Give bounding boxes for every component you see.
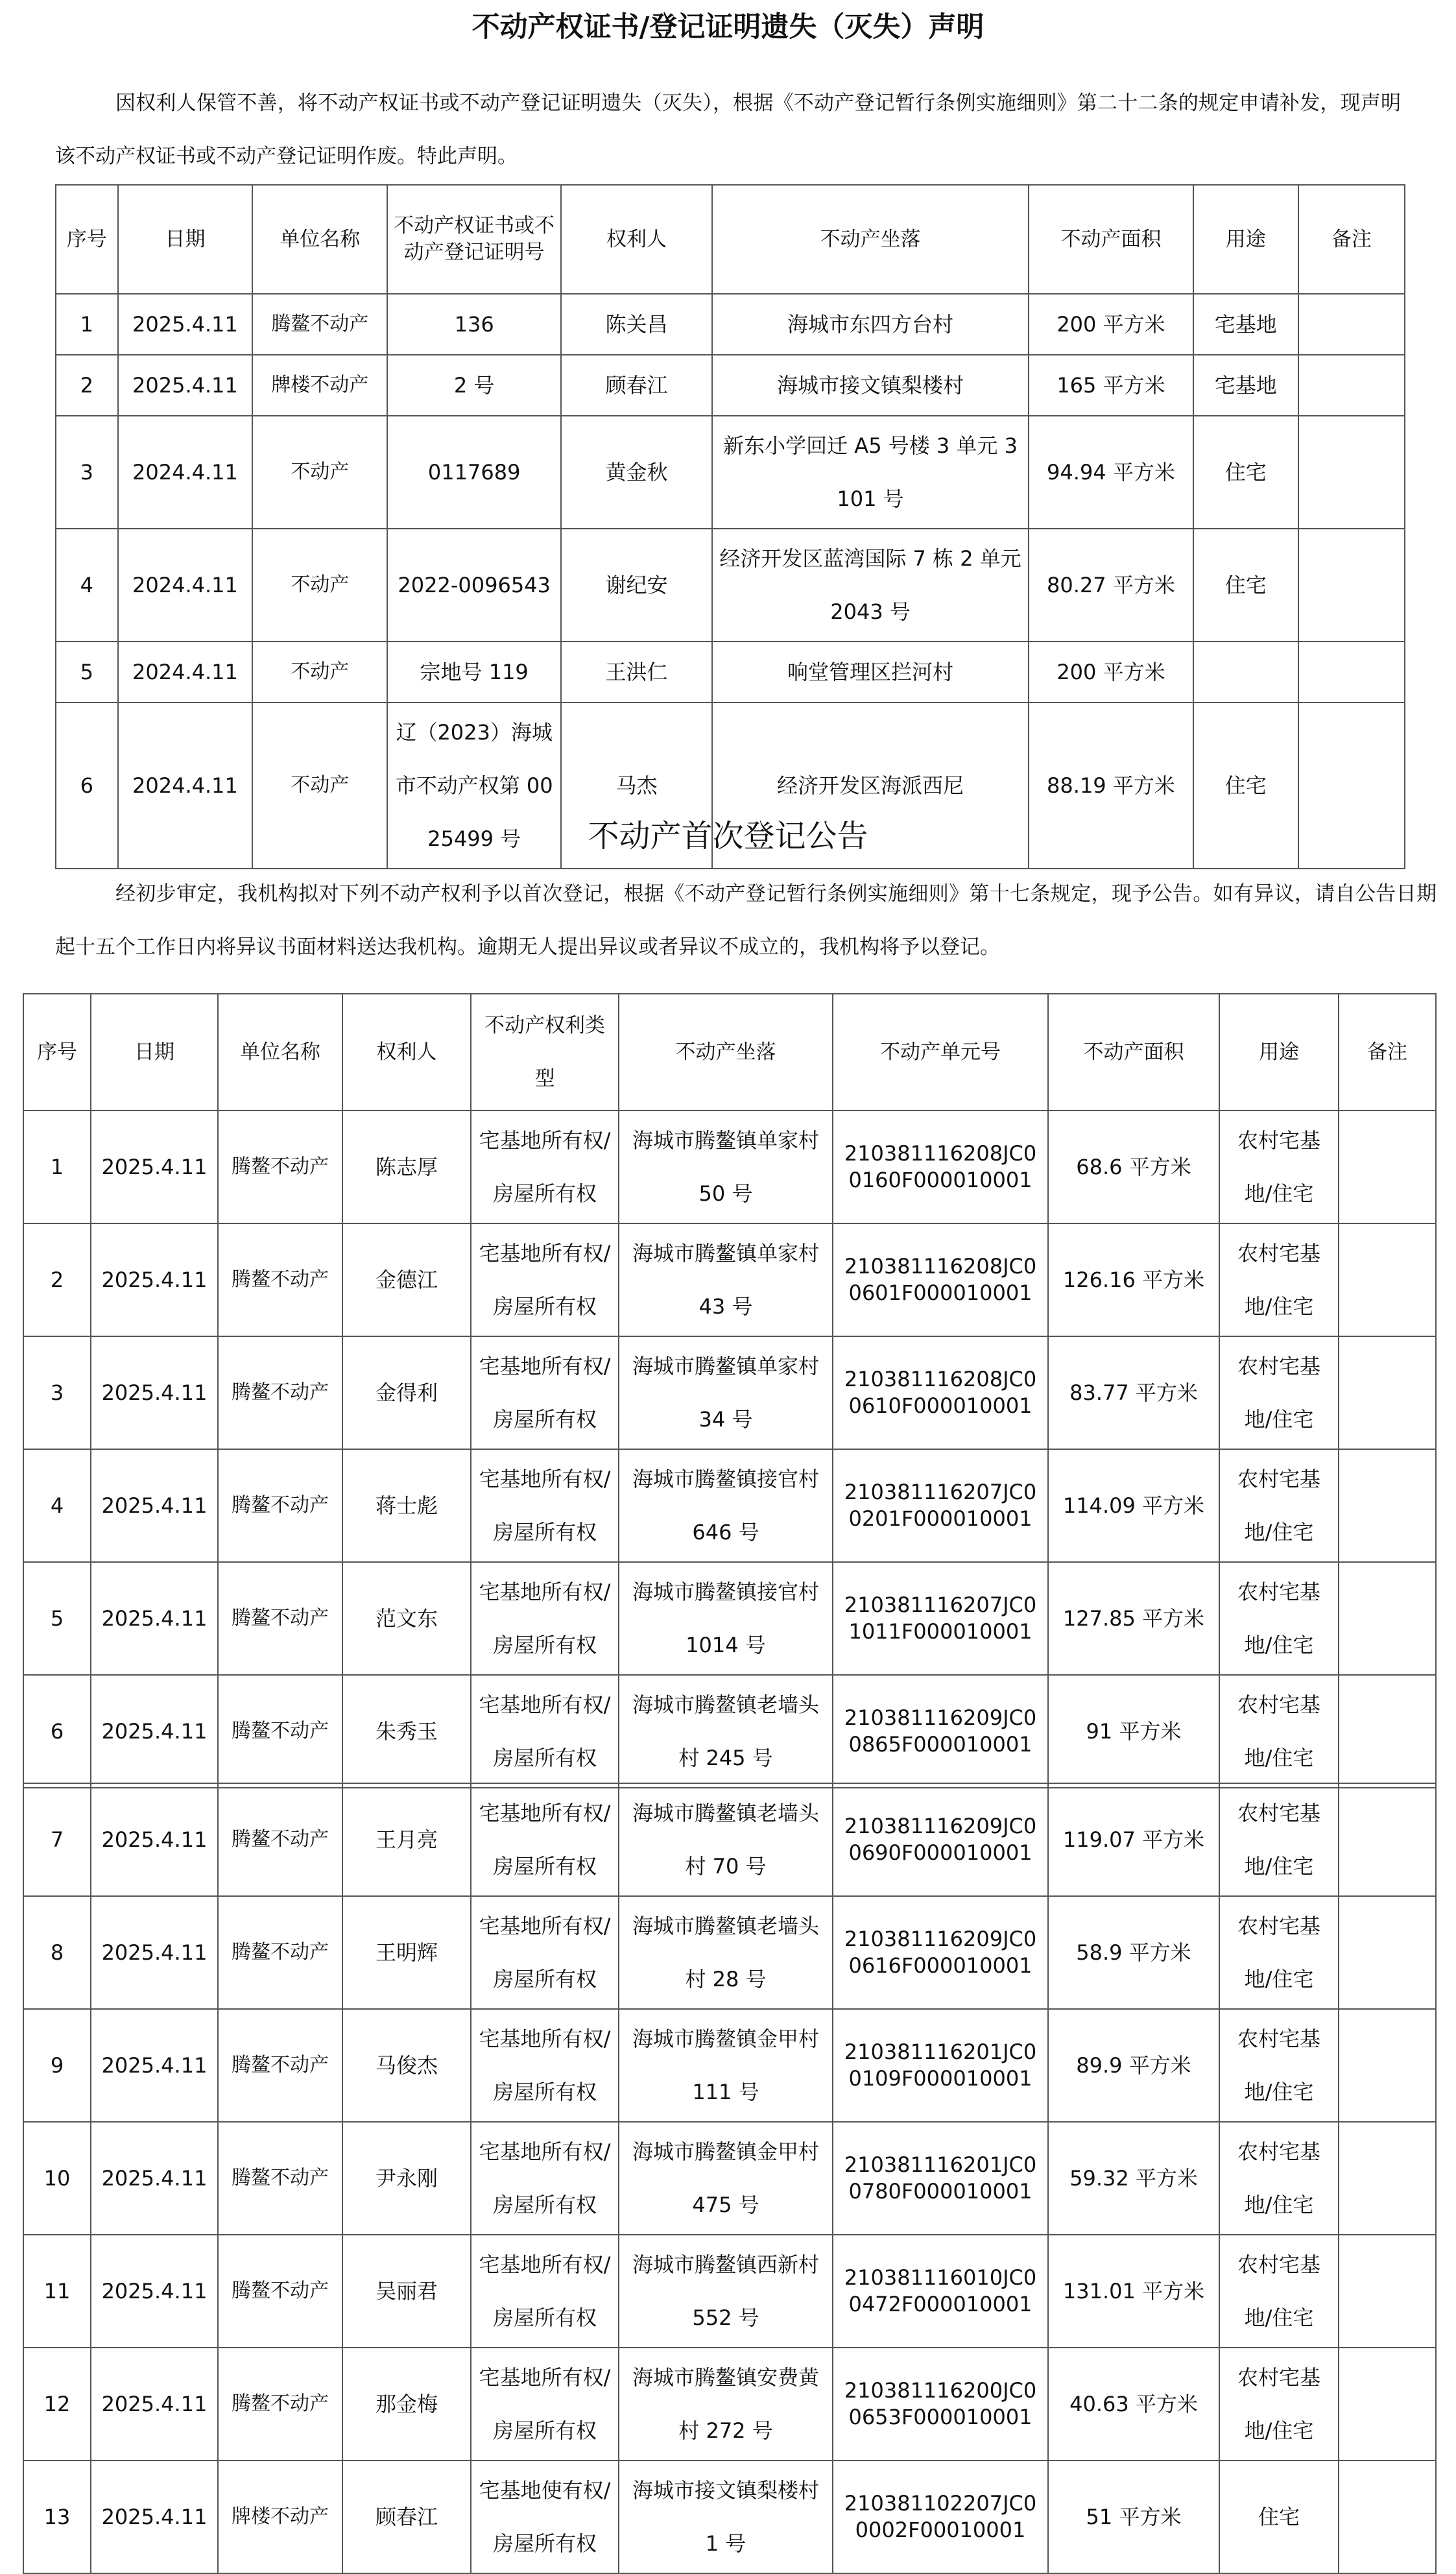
cell-no: 4 — [23, 1449, 91, 1562]
cell-owner: 谢纪安 — [561, 529, 712, 642]
cell-location: 海城市腾鳌镇单家村 50 号 — [619, 1111, 833, 1223]
cell-date: 2025.4.11 — [91, 1783, 218, 1896]
table-row — [23, 1336, 1436, 1449]
cell-type: 宅基地所有权/房屋所有权 — [471, 1675, 619, 1788]
table-header-row — [23, 994, 1436, 1111]
cell-note — [1339, 1223, 1436, 1336]
cell-no: 1 — [23, 1111, 91, 1223]
cell-owner: 王月亮 — [342, 1783, 471, 1896]
cell-use: 农村宅基地/住宅 — [1219, 1449, 1339, 1562]
cell-unit: 腾鳌不动产 — [218, 2235, 342, 2348]
cell-no: 1 — [56, 294, 118, 355]
cell-area: 59.32 平方米 — [1048, 2122, 1219, 2235]
cell-area: 51 平方米 — [1048, 2460, 1219, 2573]
cell-unit-no: 210381102207JC00002F00010001 — [833, 2460, 1048, 2573]
cell-unit-no: 210381116207JC00201F000010001 — [833, 1449, 1048, 1562]
cell-area: 119.07 平方米 — [1048, 1783, 1219, 1896]
cell-note — [1298, 642, 1405, 703]
table-row — [23, 1562, 1436, 1675]
cell-unit: 牌楼不动产 — [218, 2460, 342, 2573]
cell-note — [1339, 2122, 1436, 2235]
cell-note — [1339, 1111, 1436, 1223]
cell-area: 88.19 平方米 — [1029, 703, 1193, 869]
cell-location: 海城市腾鳌镇单家村 34 号 — [619, 1336, 833, 1449]
cell-unit: 腾鳌不动产 — [218, 1783, 342, 1896]
cell-date: 2025.4.11 — [91, 1449, 218, 1562]
cell-unit-no: 210381116209JC00616F000010001 — [833, 1896, 1048, 2009]
cell-use: 宅基地 — [1193, 355, 1298, 416]
cell-unit-no: 210381116010JC00472F000010001 — [833, 2235, 1048, 2348]
cell-no: 2 — [56, 355, 118, 416]
cell-unit: 腾鳌不动产 — [218, 2348, 342, 2460]
cell-unit: 腾鳌不动产 — [252, 294, 387, 355]
cell-cert: 136 — [387, 294, 561, 355]
loss-declaration-paragraph: 因权利人保管不善，将不动产权证书或不动产登记证明遗失（灭失），根据《不动产登记暂行条例实施细则》第二十二条的规定申请补发，现声明该不动产权证书或不动产登记证明作废。特此声明。 — [55, 91, 1401, 168]
cell-date: 2025.4.11 — [118, 294, 253, 355]
cell-unit-no: 210381116200JC00653F000010001 — [833, 2348, 1048, 2460]
cell-owner: 陈关昌 — [561, 294, 712, 355]
cell-note — [1339, 2235, 1436, 2348]
cell-date: 2025.4.11 — [91, 2460, 218, 2573]
cell-type: 宅基地所有权/房屋所有权 — [471, 2348, 619, 2460]
cell-no: 11 — [23, 2235, 91, 2348]
first-registration-title: 不动产首次登记公告 — [588, 818, 868, 854]
cell-no: 13 — [23, 2460, 91, 2573]
table-row — [23, 1896, 1436, 2009]
cell-owner: 马杰 — [561, 703, 712, 869]
cell-type: 宅基地所有权/房屋所有权 — [471, 1562, 619, 1675]
table-row — [23, 2348, 1436, 2460]
column-header: 单位名称 — [218, 994, 342, 1111]
column-header: 用途 — [1193, 185, 1298, 294]
cell-owner: 那金梅 — [342, 2348, 471, 2460]
cell-location: 响堂管理区拦河村 — [712, 642, 1029, 703]
cell-owner: 王洪仁 — [561, 642, 712, 703]
cell-location: 海城市接文镇梨楼村 — [712, 355, 1029, 416]
column-header: 不动产坐落 — [619, 994, 833, 1111]
cell-unit: 腾鳌不动产 — [218, 1449, 342, 1562]
cell-use: 农村宅基地/住宅 — [1219, 1896, 1339, 2009]
cell-use: 农村宅基地/住宅 — [1219, 2009, 1339, 2122]
cell-note — [1339, 1675, 1436, 1788]
table-row — [56, 355, 1405, 416]
cell-location: 海城市接文镇梨楼村 1 号 — [619, 2460, 833, 2573]
cell-area: 91 平方米 — [1048, 1675, 1219, 1788]
cell-owner: 王明辉 — [342, 1896, 471, 2009]
cell-use — [1193, 642, 1298, 703]
cell-date: 2024.4.11 — [118, 529, 253, 642]
cell-location: 海城市腾鳌镇西新村 552 号 — [619, 2235, 833, 2348]
cell-unit: 腾鳌不动产 — [218, 2122, 342, 2235]
cell-type: 宅基地所有权/房屋所有权 — [471, 1896, 619, 2009]
cell-no: 3 — [23, 1336, 91, 1449]
cell-no: 4 — [56, 529, 118, 642]
cell-date: 2025.4.11 — [91, 2235, 218, 2348]
loss-declaration-table — [55, 184, 1405, 869]
table-row — [23, 2122, 1436, 2235]
table-row — [56, 642, 1405, 703]
column-header: 备注 — [1339, 994, 1436, 1111]
column-header: 日期 — [91, 994, 218, 1111]
table-row — [23, 2235, 1436, 2348]
cell-type: 宅基地所有权/房屋所有权 — [471, 2122, 619, 2235]
cell-area: 40.63 平方米 — [1048, 2348, 1219, 2460]
cell-location: 经济开发区海派西尼 — [712, 703, 1029, 869]
cell-area: 89.9 平方米 — [1048, 2009, 1219, 2122]
cell-date: 2025.4.11 — [91, 2348, 218, 2460]
cell-area: 114.09 平方米 — [1048, 1449, 1219, 1562]
table-row — [56, 294, 1405, 355]
cell-owner: 朱秀玉 — [342, 1675, 471, 1788]
cell-location: 海城市腾鳌镇老墙头村 245 号 — [619, 1675, 833, 1788]
cell-owner: 马俊杰 — [342, 2009, 471, 2122]
cell-note — [1339, 1896, 1436, 2009]
cell-area: 127.85 平方米 — [1048, 1562, 1219, 1675]
cell-area: 200 平方米 — [1029, 294, 1193, 355]
cell-date: 2024.4.11 — [118, 703, 253, 869]
cell-owner: 陈志厚 — [342, 1111, 471, 1223]
cell-unit: 不动产 — [252, 703, 387, 869]
cell-location: 海城市腾鳌镇接官村 1014 号 — [619, 1562, 833, 1675]
cell-area: 80.27 平方米 — [1029, 529, 1193, 642]
cell-area: 83.77 平方米 — [1048, 1336, 1219, 1449]
table-row — [23, 1111, 1436, 1223]
column-header: 不动产权证书或不动产登记证明号 — [387, 185, 561, 294]
cell-cert: 辽（2023）海城市不动产权第 0025499 号 — [387, 703, 561, 869]
cell-use: 农村宅基地/住宅 — [1219, 1336, 1339, 1449]
cell-unit: 腾鳌不动产 — [218, 1111, 342, 1223]
cell-use: 宅基地 — [1193, 294, 1298, 355]
cell-unit-no: 210381116209JC00865F000010001 — [833, 1675, 1048, 1788]
cell-location: 海城市腾鳌镇单家村 43 号 — [619, 1223, 833, 1336]
cell-no: 6 — [23, 1675, 91, 1788]
cell-date: 2025.4.11 — [91, 2009, 218, 2122]
cell-note — [1339, 2009, 1436, 2122]
cell-location: 海城市腾鳌镇金甲村 111 号 — [619, 2009, 833, 2122]
cell-note — [1298, 416, 1405, 529]
cell-owner: 尹永刚 — [342, 2122, 471, 2235]
column-header: 序号 — [56, 185, 118, 294]
cell-note — [1298, 294, 1405, 355]
cell-owner: 吴丽君 — [342, 2235, 471, 2348]
cell-location: 新东小学回迁 A5 号楼 3 单元 3101 号 — [712, 416, 1029, 529]
cell-no: 9 — [23, 2009, 91, 2122]
table-row — [56, 529, 1405, 642]
table-row — [23, 1783, 1436, 1896]
cell-type: 宅基地所有权/房屋所有权 — [471, 2009, 619, 2122]
cell-cert: 0117689 — [387, 416, 561, 529]
column-header: 不动产面积 — [1048, 994, 1219, 1111]
cell-note — [1298, 529, 1405, 642]
cell-no: 3 — [56, 416, 118, 529]
column-header: 权利人 — [561, 185, 712, 294]
cell-location: 海城市东四方台村 — [712, 294, 1029, 355]
cell-unit-no: 210381116201JC00109F000010001 — [833, 2009, 1048, 2122]
cell-unit: 不动产 — [252, 529, 387, 642]
column-header: 不动产坐落 — [712, 185, 1029, 294]
cell-use: 农村宅基地/住宅 — [1219, 1223, 1339, 1336]
cell-cert: 2022-0096543 — [387, 529, 561, 642]
cell-area: 68.6 平方米 — [1048, 1111, 1219, 1223]
cell-cert: 2 号 — [387, 355, 561, 416]
cell-location: 经济开发区蓝湾国际 7 栋 2 单元 2043 号 — [712, 529, 1029, 642]
cell-owner: 蒋士彪 — [342, 1449, 471, 1562]
cell-type: 宅基地使有权/房屋所有权 — [471, 2460, 619, 2573]
cell-unit: 腾鳌不动产 — [218, 1336, 342, 1449]
cell-date: 2025.4.11 — [118, 355, 253, 416]
cell-unit: 腾鳌不动产 — [218, 1562, 342, 1675]
table-header-row — [56, 185, 1405, 294]
column-header: 不动产面积 — [1029, 185, 1193, 294]
cell-location: 海城市腾鳌镇老墙头村 28 号 — [619, 1896, 833, 2009]
cell-date: 2025.4.11 — [91, 1562, 218, 1675]
cell-type: 宅基地所有权/房屋所有权 — [471, 1783, 619, 1896]
cell-unit: 腾鳌不动产 — [218, 2009, 342, 2122]
cell-location: 海城市腾鳌镇接官村 646 号 — [619, 1449, 833, 1562]
cell-owner: 黄金秋 — [561, 416, 712, 529]
cell-note — [1339, 2348, 1436, 2460]
table-row — [23, 2009, 1436, 2122]
column-header: 不动产权利类型 — [471, 994, 619, 1111]
cell-date: 2024.4.11 — [118, 416, 253, 529]
cell-note — [1298, 355, 1405, 416]
cell-type: 宅基地所有权/房屋所有权 — [471, 1223, 619, 1336]
cell-unit: 不动产 — [252, 642, 387, 703]
cell-use: 住宅 — [1193, 703, 1298, 869]
cell-area: 200 平方米 — [1029, 642, 1193, 703]
cell-unit-no: 210381116208JC00610F000010001 — [833, 1336, 1048, 1449]
cell-type: 宅基地所有权/房屋所有权 — [471, 1336, 619, 1449]
cell-note — [1339, 1562, 1436, 1675]
column-header: 日期 — [118, 185, 253, 294]
cell-area: 126.16 平方米 — [1048, 1223, 1219, 1336]
first-registration-table-continued — [23, 1783, 1437, 2574]
column-header: 用途 — [1219, 994, 1339, 1111]
column-header: 权利人 — [342, 994, 471, 1111]
cell-no: 10 — [23, 2122, 91, 2235]
cell-note — [1339, 1336, 1436, 1449]
cell-date: 2025.4.11 — [91, 1336, 218, 1449]
cell-no: 5 — [56, 642, 118, 703]
cell-note — [1339, 1449, 1436, 1562]
cell-type: 宅基地所有权/房屋所有权 — [471, 2235, 619, 2348]
cell-area: 165 平方米 — [1029, 355, 1193, 416]
cell-date: 2025.4.11 — [91, 2122, 218, 2235]
loss-declaration-title: 不动产权证书/登记证明遗失（灭失）声明 — [471, 11, 985, 43]
cell-use: 住宅 — [1219, 2460, 1339, 2573]
table-row — [23, 2460, 1436, 2573]
cell-cert: 宗地号 119 — [387, 642, 561, 703]
first-registration-paragraph: 经初步审定，我机构拟对下列不动产权利予以首次登记，根据《不动产登记暂行条例实施细则》第十七条规定，现予公告。如有异议，请自公告日期起十五个工作日内将异议书面材料送达我机构。逾期无人提出异议或者异议不成立的，我机构将予以登记。 — [55, 882, 1437, 959]
cell-no: 12 — [23, 2348, 91, 2460]
cell-date: 2024.4.11 — [118, 642, 253, 703]
cell-date: 2025.4.11 — [91, 1223, 218, 1336]
column-header: 序号 — [23, 994, 91, 1111]
cell-note — [1339, 2460, 1436, 2573]
cell-unit: 腾鳌不动产 — [218, 1896, 342, 2009]
cell-unit: 牌楼不动产 — [252, 355, 387, 416]
cell-use: 农村宅基地/住宅 — [1219, 2348, 1339, 2460]
column-header: 备注 — [1298, 185, 1405, 294]
column-header: 单位名称 — [252, 185, 387, 294]
cell-owner: 顾春江 — [561, 355, 712, 416]
cell-no: 6 — [56, 703, 118, 869]
cell-area: 58.9 平方米 — [1048, 1896, 1219, 2009]
cell-date: 2025.4.11 — [91, 1896, 218, 2009]
cell-unit-no: 210381116201JC00780F000010001 — [833, 2122, 1048, 2235]
cell-area: 131.01 平方米 — [1048, 2235, 1219, 2348]
table-row — [23, 1449, 1436, 1562]
cell-owner: 顾春江 — [342, 2460, 471, 2573]
cell-no: 2 — [23, 1223, 91, 1336]
cell-owner: 金得利 — [342, 1336, 471, 1449]
cell-unit-no: 210381116209JC00690F000010001 — [833, 1783, 1048, 1896]
cell-use: 住宅 — [1193, 416, 1298, 529]
cell-location: 海城市腾鳌镇安费黄村 272 号 — [619, 2348, 833, 2460]
cell-unit-no: 210381116208JC00601F000010001 — [833, 1223, 1048, 1336]
cell-unit: 不动产 — [252, 416, 387, 529]
cell-use: 住宅 — [1193, 529, 1298, 642]
cell-use: 农村宅基地/住宅 — [1219, 1783, 1339, 1896]
cell-owner: 金德江 — [342, 1223, 471, 1336]
cell-owner: 范文东 — [342, 1562, 471, 1675]
cell-unit: 腾鳌不动产 — [218, 1223, 342, 1336]
cell-use: 农村宅基地/住宅 — [1219, 1111, 1339, 1223]
cell-note — [1339, 1783, 1436, 1896]
first-registration-table — [23, 993, 1437, 1788]
cell-location: 海城市腾鳌镇金甲村 475 号 — [619, 2122, 833, 2235]
cell-use: 农村宅基地/住宅 — [1219, 2122, 1339, 2235]
cell-no: 8 — [23, 1896, 91, 2009]
cell-unit-no: 210381116207JC01011F000010001 — [833, 1562, 1048, 1675]
table-row — [56, 416, 1405, 529]
cell-type: 宅基地所有权/房屋所有权 — [471, 1449, 619, 1562]
cell-location: 海城市腾鳌镇老墙头村 70 号 — [619, 1783, 833, 1896]
cell-date: 2025.4.11 — [91, 1675, 218, 1788]
cell-no: 5 — [23, 1562, 91, 1675]
cell-use: 农村宅基地/住宅 — [1219, 1562, 1339, 1675]
cell-unit: 腾鳌不动产 — [218, 1675, 342, 1788]
table-row — [23, 1675, 1436, 1788]
cell-no: 7 — [23, 1783, 91, 1896]
cell-unit-no: 210381116208JC00160F000010001 — [833, 1111, 1048, 1223]
cell-use: 农村宅基地/住宅 — [1219, 2235, 1339, 2348]
cell-type: 宅基地所有权/房屋所有权 — [471, 1111, 619, 1223]
table-row — [23, 1223, 1436, 1336]
cell-date: 2025.4.11 — [91, 1111, 218, 1223]
cell-use: 农村宅基地/住宅 — [1219, 1675, 1339, 1788]
cell-area: 94.94 平方米 — [1029, 416, 1193, 529]
column-header: 不动产单元号 — [833, 994, 1048, 1111]
